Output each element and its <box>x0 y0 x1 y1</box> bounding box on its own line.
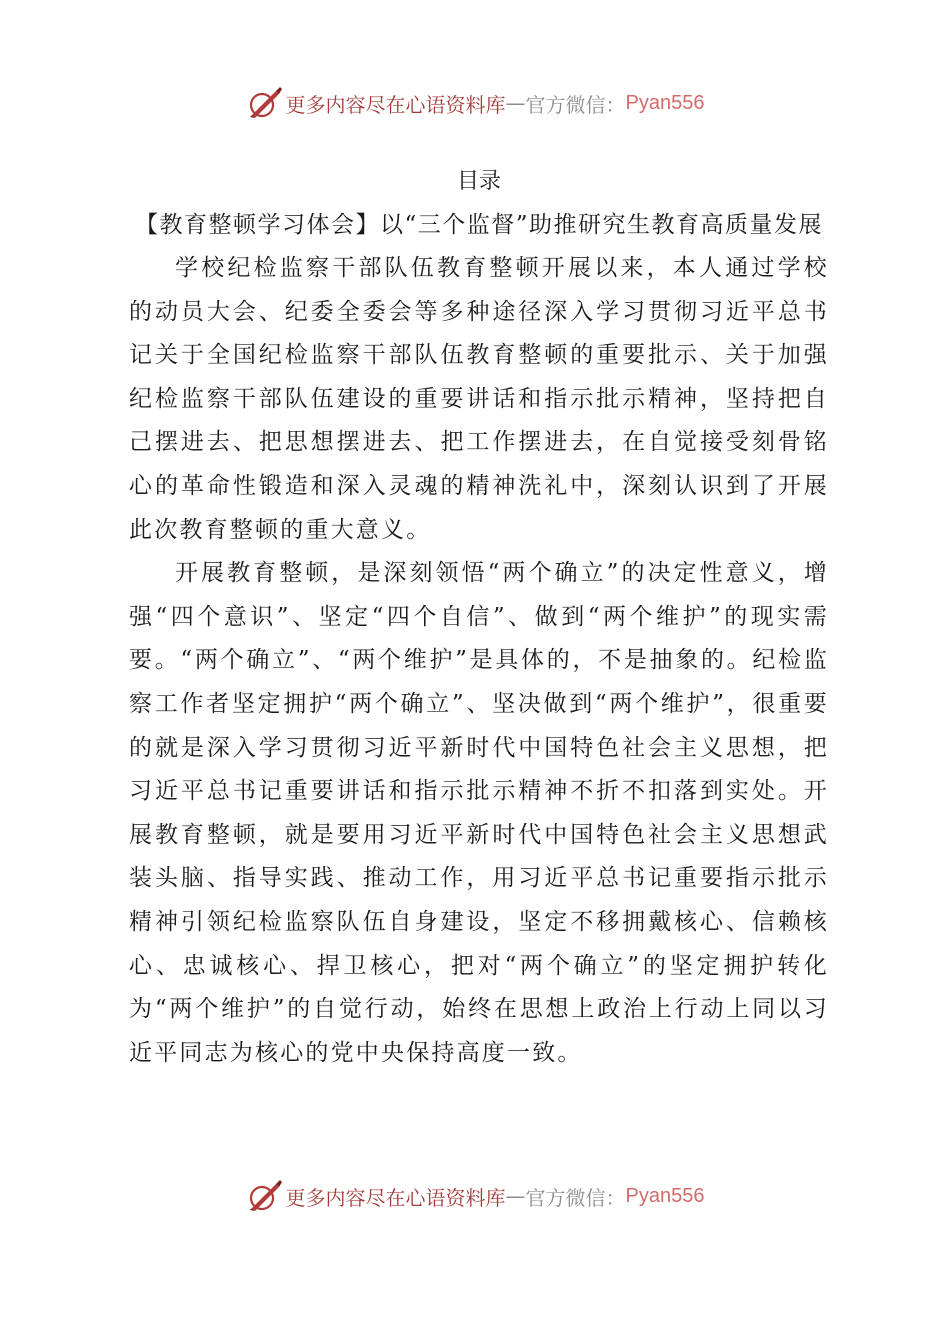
banner-main-text: 更多内容尽在心语资料库 <box>285 1185 506 1210</box>
banner-wechat-id: Pyan556 <box>625 1184 705 1207</box>
document-body <box>129 160 829 1075</box>
banner-separator: — <box>505 91 526 115</box>
banner-separator: — <box>505 1184 526 1208</box>
banner-main-text: 更多内容尽在心语资料库 <box>285 92 506 117</box>
banner-wechat-label: 官方微信： <box>525 92 626 117</box>
paragraph-2: 开展教育整顿，是深刻领悟“两个确立”的决定性意义，增强“四个意识”、坚定“四个自信”、做到“两个维护”的现实需要。“两个确立”、“两个维护”是具体的，不是抽象的。纪检监察工作者坚定拥护“两个确立”、坚决做到“两个维护”，很重要的就是深入学习贯彻习近平新时代中国特色社会主义思想，把习近平总书记重要讲话和指示批示精神不折不扣落到实处。开展教育整顿，就是要用习近平新时代中国特色社会主义思想武装头脑、指导实践、推动工作，用习近平总书记重要指示批示精神引领纪检监察队伍自身建设，坚定不移拥戴核心、信赖核心、忠诚核心、捍卫核心，把对“两个确立”的坚定拥护转化为“两个维护”的自觉行动，始终在思想上政治上行动上同以习近平同志为核心的党中央保持高度一致。 <box>129 560 829 1066</box>
pen-logo-icon <box>246 85 282 121</box>
pen-logo-icon <box>246 1178 282 1214</box>
document-title: 【教育整顿学习体会】以“三个监督”助推研究生教育高质量发展 <box>134 212 824 238</box>
toc-heading: 目录 <box>456 169 501 194</box>
banner-wechat-label: 官方微信： <box>525 1185 626 1210</box>
paragraph-1: 学校纪检监察干部队伍教育整顿开展以来，本人通过学校的动员大会、纪委全委会等多种途径深入学习贯彻习近平总书记关于全国纪检监察干部队伍教育整顿的重要批示、关于加强纪检监察干部队伍建设的重要讲话和指示批示精神，坚持把自己摆进去、把思想摆进去、把工作摆进去，在自觉接受刻骨铭心的革命性锻造和深入灵魂的精神洗礼中，深刻认识到了开展此次教育整顿的重大意义。 <box>129 255 829 543</box>
banner-wechat-id: Pyan556 <box>625 91 705 114</box>
footer-watermark-banner <box>0 1176 950 1216</box>
header-watermark-banner <box>0 83 950 123</box>
